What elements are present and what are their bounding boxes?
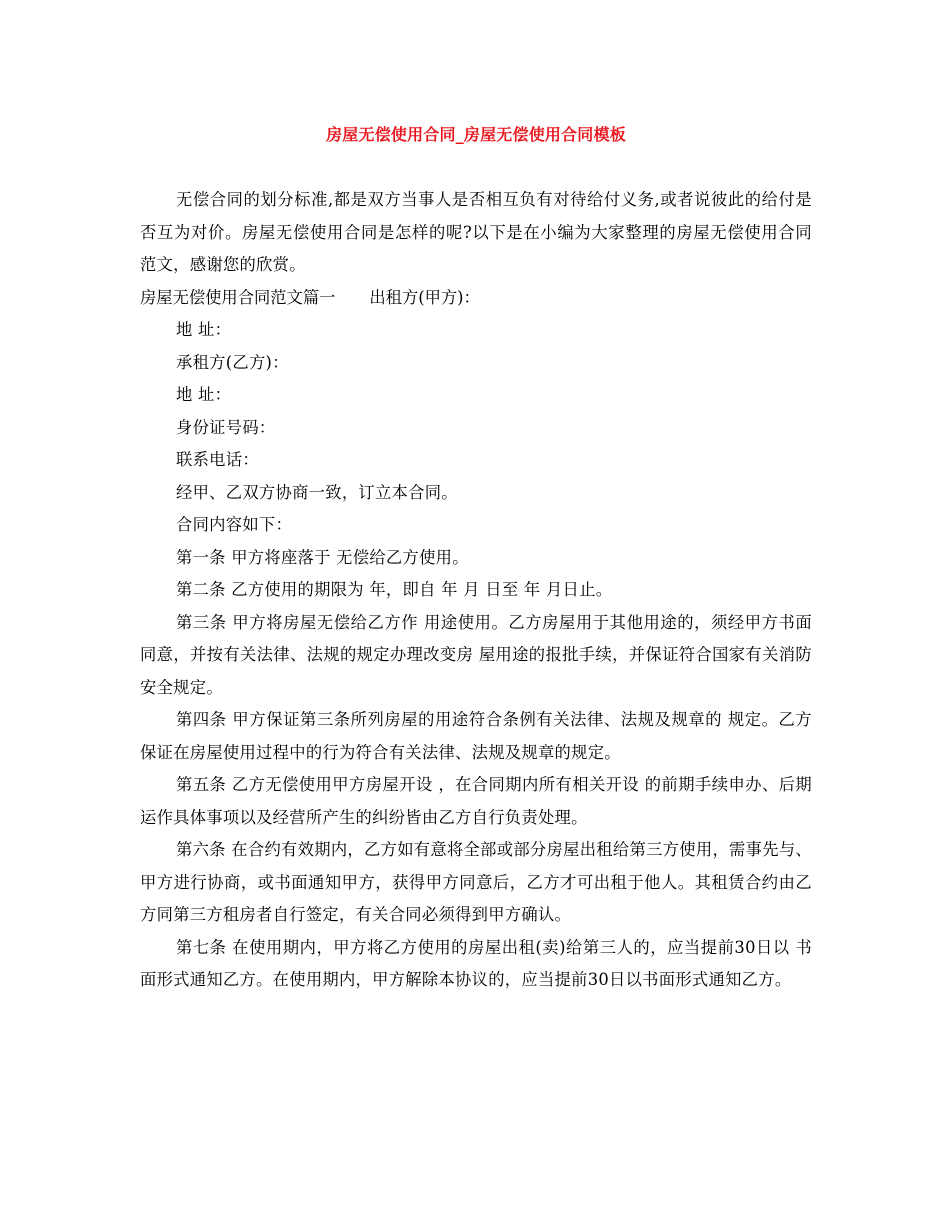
article-3: 第三条 甲方将房屋无偿给乙方作 用途使用。乙方房屋用于其他用途的，须经甲方书面同意，并按有关法律、法规的规定办理改变房 屋用途的报批手续，并保证符合国家有关消防安全规定。: [140, 612, 812, 697]
article-2: 第二条 乙方使用的期限为 年，即自 年 月 日至 年 月日止。: [176, 580, 613, 599]
section-heading-row: [140, 282, 812, 315]
article-1: 第一条 甲方将座落于 无偿给乙方使用。: [176, 547, 469, 567]
lessee-label: 承租方(乙方)：: [176, 352, 289, 372]
lessor-address-field: 地 址：: [176, 320, 232, 339]
lessor-label: 出租方(甲方)：: [369, 287, 480, 307]
article-7: 第七条 在使用期内，甲方将乙方使用的房屋出租(卖)给第三人的，应当提前30日以 书面形式通知乙方。在使用期内，甲方解除本协议的，应当提前30日以书面形式通知乙方。: [140, 937, 812, 989]
lessee-address-field: 地 址：: [176, 385, 232, 404]
article-5: 第五条 乙方无偿使用甲方房屋开设 ，在合同期内所有相关开设 的前期手续申办、后期运作具体事项以及经营所产生的纠纷皆由乙方自行负责处理。: [140, 775, 812, 827]
phone-field: 联系电话：: [176, 450, 259, 469]
document-title: 房屋无偿使用合同_房屋无偿使用合同模板: [326, 125, 626, 144]
contract-content-label: 合同内容如下：: [176, 515, 293, 534]
section-heading: 房屋无偿使用合同范文篇一: [140, 287, 336, 307]
article-6: 第六条 在合约有效期内，乙方如有意将全部或部分房屋出租给第三方使用，需事先与、甲方进行协商，或书面通知甲方，获得甲方同意后，乙方才可出租于他人。其租赁合约由乙方同第三方租房者自行签定，有关合同必须得到甲方确认。: [140, 840, 812, 924]
intro-paragraph: 无偿合同的划分标准,都是双方当事人是否相互负有对待给付义务,或者说彼此的给付是否互为对价。房屋无偿使用合同是怎样的呢?以下是在小编为大家整理的房屋无偿使用合同范文，感谢您的欣赏。: [140, 190, 812, 274]
article-4: 第四条 甲方保证第三条所列房屋的用途符合条例有关法律、法规及规章的 规定。乙方保证在房屋使用过程中的行为符合有关法律、法规及规章的规定。: [140, 710, 812, 762]
agreement-statement: 经甲、乙双方协商一致，订立本合同。: [176, 482, 458, 502]
id-number-field: 身份证号码：: [176, 417, 276, 437]
document-page: [140, 118, 812, 997]
